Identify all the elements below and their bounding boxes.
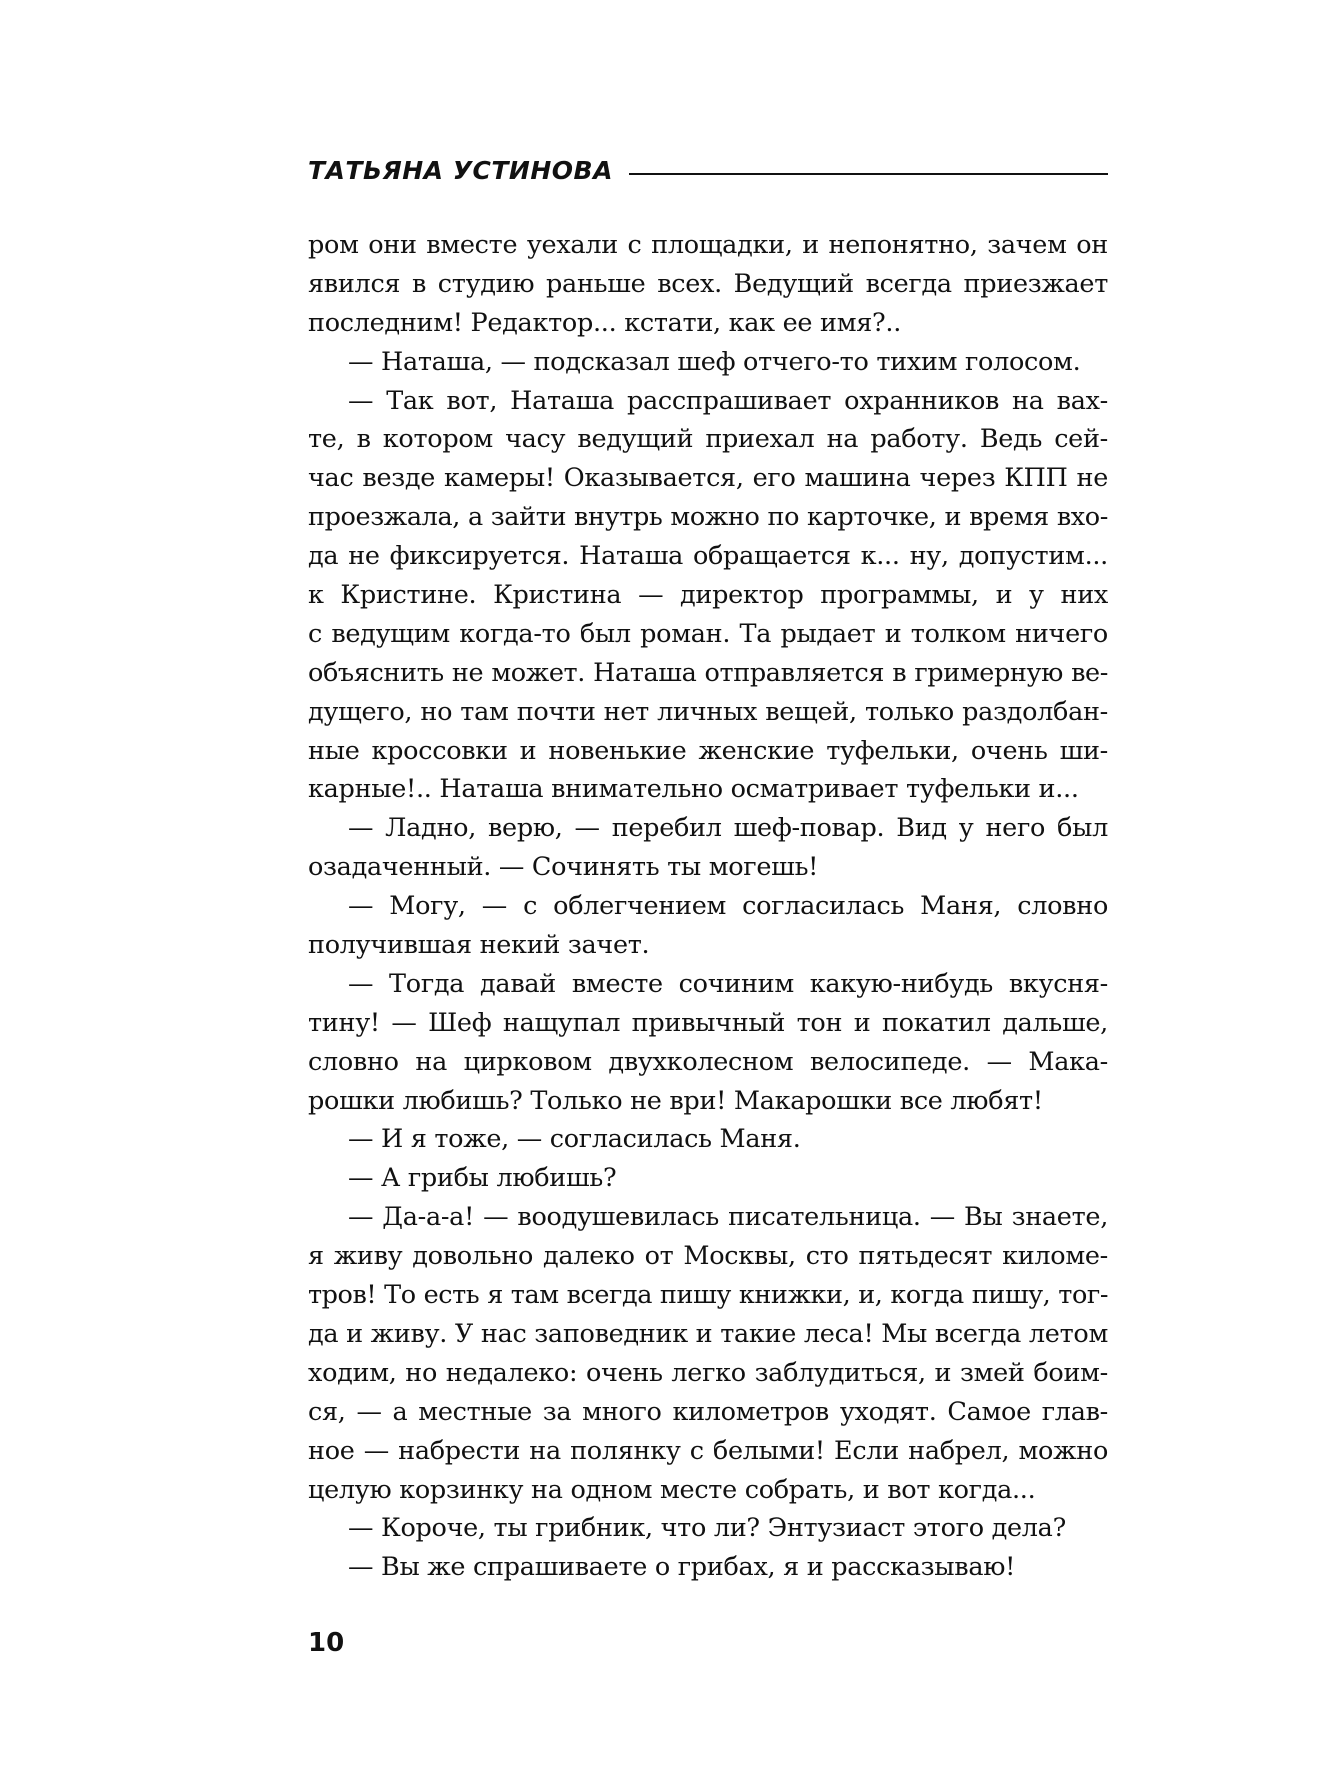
text-line: час везде камеры! Оказывается, его машина через КПП не <box>308 463 1108 494</box>
text-line: целую корзинку на одном месте собрать, и вот когда... <box>308 1474 1036 1505</box>
text-line: рошки любишь? Только не ври! Макарошки все любят! <box>308 1085 1043 1116</box>
author-name: ТАТЬЯНА УСТИНОВА <box>308 155 613 185</box>
text-line: — Да-а-а! — воодушевилась писательница. — Вы знаете, <box>348 1202 1108 1233</box>
text-line: ся, — а местные за много километров уходят. Самое глав- <box>308 1396 1108 1427</box>
text-line: — Так вот, Наташа расспрашивает охранников на вах- <box>348 385 1108 416</box>
text-line: явился в студию раньше всех. Ведущий всегда приезжает <box>308 268 1108 299</box>
text-line: да и живу. У нас заповедник и такие леса! Мы всегда летом <box>308 1318 1108 1349</box>
text-line: получившая некий зачет. <box>308 930 650 961</box>
text-line: карные!.. Наташа внимательно осматривает туфельки и... <box>308 774 1079 805</box>
text-line: — Наташа, — подсказал шеф отчего-то тихим голосом. <box>348 346 1081 377</box>
text-line: проезжала, а зайти внутрь можно по карточке, и время вхо- <box>308 502 1108 533</box>
text-line: тину! — Шеф нащупал привычный тон и покатил дальше, <box>308 1007 1108 1038</box>
text-line: — Ладно, верю, — перебил шеф-повар. Вид у него был <box>348 813 1108 844</box>
text-line: — Могу, — с облегчением согласилась Маня, словно <box>348 891 1108 922</box>
text-line: ное — набрести на полянку с белыми! Если набрел, можно <box>308 1435 1108 1466</box>
text-line: — А грибы любишь? <box>348 1163 617 1194</box>
body-text <box>308 226 1108 1587</box>
text-line: последним! Редактор... кстати, как ее имя?.. <box>308 307 902 338</box>
text-line: — И я тоже, — согласилась Маня. <box>348 1124 801 1155</box>
running-head <box>308 150 1108 190</box>
text-line: — Вы же спрашиваете о грибах, я и рассказываю! <box>348 1552 1016 1583</box>
text-line: к Кристине. Кристина — директор программы, и у них <box>308 580 1108 611</box>
text-line: ные кроссовки и новенькие женские туфельки, очень ши- <box>308 735 1108 766</box>
page-number: 10 <box>308 1628 345 1658</box>
text-line: те, в котором часу ведущий приехал на работу. Ведь сей- <box>308 424 1108 455</box>
text-line: ходим, но недалеко: очень легко заблудиться, и змей боим- <box>308 1357 1108 1388</box>
text-line: дущего, но там почти нет личных вещей, только раздолбан- <box>308 696 1108 727</box>
text-line: озадаченный. — Сочинять ты могешь! <box>308 852 819 883</box>
text-line: словно на цирковом двухколесном велосипеде. — Мака- <box>308 1046 1108 1077</box>
text-line: объяснить не может. Наташа отправляется в гримерную ве- <box>308 657 1108 688</box>
text-line: да не фиксируется. Наташа обращается к... ну, допустим... <box>308 541 1108 572</box>
text-line: — Тогда давай вместе сочиним какую-нибудь вкусня- <box>348 968 1108 999</box>
text-line: я живу довольно далеко от Москвы, сто пятьдесят киломе- <box>308 1241 1108 1272</box>
text-line: с ведущим когда-то был роман. Та рыдает и толком ничего <box>308 618 1108 649</box>
text-line: тров! То есть я там всегда пишу книжки, и, когда пишу, тог- <box>308 1280 1108 1311</box>
text-line: ром они вместе уехали с площадки, и непонятно, зачем он <box>308 230 1108 260</box>
header-rule <box>629 173 1108 175</box>
text-line: — Короче, ты грибник, что ли? Энтузиаст этого дела? <box>348 1513 1066 1544</box>
